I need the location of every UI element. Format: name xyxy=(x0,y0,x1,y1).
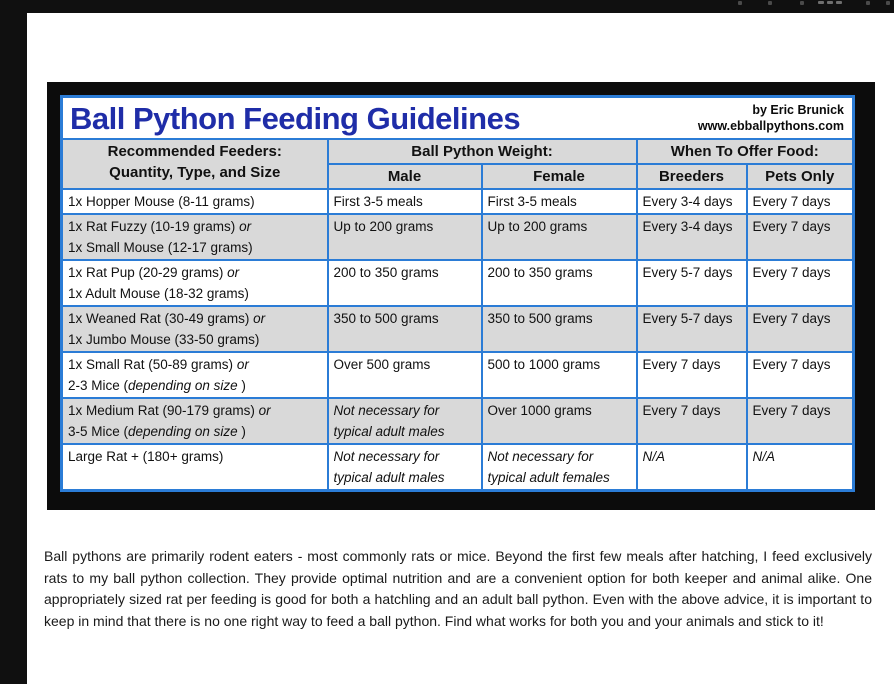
cell-line: typical adult males xyxy=(333,424,445,439)
title-cell xyxy=(62,97,854,140)
cell-line: 1x Medium Rat (90-179 grams) or xyxy=(68,403,271,418)
cell-line: 200 to 350 grams xyxy=(487,265,593,280)
column-header-male: Male xyxy=(328,164,482,189)
cell-line: First 3-5 meals xyxy=(487,194,577,209)
title-row xyxy=(62,97,854,140)
table-row xyxy=(62,260,854,306)
cell-female xyxy=(482,260,637,306)
cell-breeders xyxy=(637,260,747,306)
page-title: Ball Python Feeding Guidelines xyxy=(70,100,521,136)
cell-line: 2-3 Mice (depending on size ) xyxy=(68,378,246,393)
cell-breeders xyxy=(637,306,747,352)
cell-male xyxy=(328,352,482,398)
cell-line: 3-5 Mice (depending on size ) xyxy=(68,424,246,439)
cell-male xyxy=(328,260,482,306)
cell-line: 350 to 500 grams xyxy=(487,311,593,326)
feeding-table-frame xyxy=(47,82,875,510)
cell-female xyxy=(482,306,637,352)
cell-feeder xyxy=(62,214,328,260)
cell-line: Up to 200 grams xyxy=(333,219,434,234)
table-row xyxy=(62,352,854,398)
cell-line: 1x Rat Fuzzy (10-19 grams) or xyxy=(68,219,252,234)
cell-line: typical adult males xyxy=(333,470,445,485)
byline-website: www.ebballpythons.com xyxy=(697,119,845,133)
cell-line: Large Rat + (180+ grams) xyxy=(68,449,224,464)
cropped-toolbar-icon[interactable] xyxy=(866,1,870,5)
cell-line: 1x Adult Mouse (18-32 grams) xyxy=(68,286,249,301)
cell-line: 1x Jumbo Mouse (33-50 grams) xyxy=(68,332,260,347)
cell-male xyxy=(328,189,482,214)
cell-line: 350 to 500 grams xyxy=(333,311,439,326)
cell-line: Every 7 days xyxy=(752,403,831,418)
cell-line: Every 5-7 days xyxy=(642,265,733,280)
cell-pets xyxy=(747,352,854,398)
viewer-toolbar-strip xyxy=(0,0,894,13)
column-header-female: Female xyxy=(482,164,637,189)
column-header-pets-only: Pets Only xyxy=(747,164,854,189)
cell-line: 1x Hopper Mouse (8-11 grams) xyxy=(68,194,255,209)
cell-line: Over 1000 grams xyxy=(487,403,592,418)
cropped-toolbar-icon[interactable] xyxy=(738,1,742,5)
cell-pets xyxy=(747,398,854,444)
cell-line: Every 3-4 days xyxy=(642,194,733,209)
cell-feeder xyxy=(62,444,328,491)
group-header-weight: Ball Python Weight: xyxy=(328,139,637,164)
cell-female xyxy=(482,352,637,398)
table-row xyxy=(62,189,854,214)
cropped-toolbar-icon[interactable] xyxy=(818,1,824,4)
cell-line: N/A xyxy=(752,449,776,464)
group-header-when-to-offer: When To Offer Food: xyxy=(637,139,854,164)
cell-pets xyxy=(747,189,854,214)
feeding-table-body xyxy=(62,97,854,491)
cell-male xyxy=(328,214,482,260)
cell-breeders xyxy=(637,352,747,398)
cell-male xyxy=(328,306,482,352)
cell-line: Over 500 grams xyxy=(333,357,431,372)
cell-line: 1x Small Rat (50-89 grams) or xyxy=(68,357,249,372)
cropped-toolbar-icon[interactable] xyxy=(827,1,833,4)
cell-feeder xyxy=(62,352,328,398)
cell-pets xyxy=(747,260,854,306)
cell-feeder xyxy=(62,306,328,352)
cropped-toolbar-icon[interactable] xyxy=(886,1,890,5)
cell-pets xyxy=(747,444,854,491)
cell-feeder xyxy=(62,260,328,306)
byline-block xyxy=(698,102,844,134)
cell-line: First 3-5 meals xyxy=(333,194,423,209)
cell-breeders xyxy=(637,444,747,491)
cell-line: Not necessary for xyxy=(333,403,440,418)
cell-line: 1x Rat Pup (20-29 grams) or xyxy=(68,265,240,280)
cell-line: Every 7 days xyxy=(752,265,831,280)
cell-female xyxy=(482,189,637,214)
cell-line: 1x Small Mouse (12-17 grams) xyxy=(68,240,253,255)
cropped-toolbar-icon[interactable] xyxy=(836,1,842,4)
cell-line: 500 to 1000 grams xyxy=(487,357,601,372)
cell-line: Every 7 days xyxy=(752,357,831,372)
cell-feeder xyxy=(62,398,328,444)
column-header-feeders xyxy=(62,139,328,189)
cell-line: Every 7 days xyxy=(752,194,831,209)
cell-line: typical adult females xyxy=(487,470,610,485)
cell-pets xyxy=(747,306,854,352)
column-header-breeders: Breeders xyxy=(637,164,747,189)
cell-line: Every 7 days xyxy=(752,219,831,234)
feeding-guidelines-table xyxy=(60,95,855,492)
cell-line: N/A xyxy=(642,449,666,464)
cell-breeders xyxy=(637,398,747,444)
document-page xyxy=(27,13,894,684)
header-row-groups xyxy=(62,139,854,164)
table-row xyxy=(62,398,854,444)
cell-line: 1x Weaned Rat (30-49 grams) or xyxy=(68,311,266,326)
footer-paragraph: Ball pythons are primarily rodent eaters - most commonly rats or mice. Beyond the first few meals after hatching, I feed exclusively rats to my ball python collection. They provide optimal nutrition and are a convenient option for both keeper and animal alike. One appropriately sized rat per feeding is good for both a hatchling and an adult ball python. Even with the above advice, it is important to keep in mind that there is no one right way to feed a ball python. Find what works for both you and your animals and stick to it! xyxy=(44,548,872,629)
cell-line: Every 7 days xyxy=(642,403,721,418)
cell-female xyxy=(482,214,637,260)
column-header-feeders-line1: Recommended Feeders: xyxy=(107,143,282,160)
cell-pets xyxy=(747,214,854,260)
cell-female xyxy=(482,444,637,491)
cell-line: Every 5-7 days xyxy=(642,311,733,326)
cell-feeder xyxy=(62,189,328,214)
left-black-margin xyxy=(0,13,27,684)
byline-author: by Eric Brunick xyxy=(752,103,845,117)
column-header-feeders-line2: Quantity, Type, and Size xyxy=(109,164,281,181)
table-row xyxy=(62,214,854,260)
cell-line: Up to 200 grams xyxy=(487,219,588,234)
cell-male xyxy=(328,398,482,444)
table-row xyxy=(62,306,854,352)
cropped-toolbar-icon[interactable] xyxy=(800,1,804,5)
cell-line: 200 to 350 grams xyxy=(333,265,439,280)
table-row xyxy=(62,444,854,491)
cell-male xyxy=(328,444,482,491)
cell-line: Every 7 days xyxy=(752,311,831,326)
cell-breeders xyxy=(637,189,747,214)
cell-line: Every 3-4 days xyxy=(642,219,733,234)
cell-line: Every 7 days xyxy=(642,357,721,372)
cropped-toolbar-icon[interactable] xyxy=(768,1,772,5)
cell-line: Not necessary for xyxy=(333,449,440,464)
cell-line: Not necessary for xyxy=(487,449,594,464)
cell-female xyxy=(482,398,637,444)
cell-breeders xyxy=(637,214,747,260)
